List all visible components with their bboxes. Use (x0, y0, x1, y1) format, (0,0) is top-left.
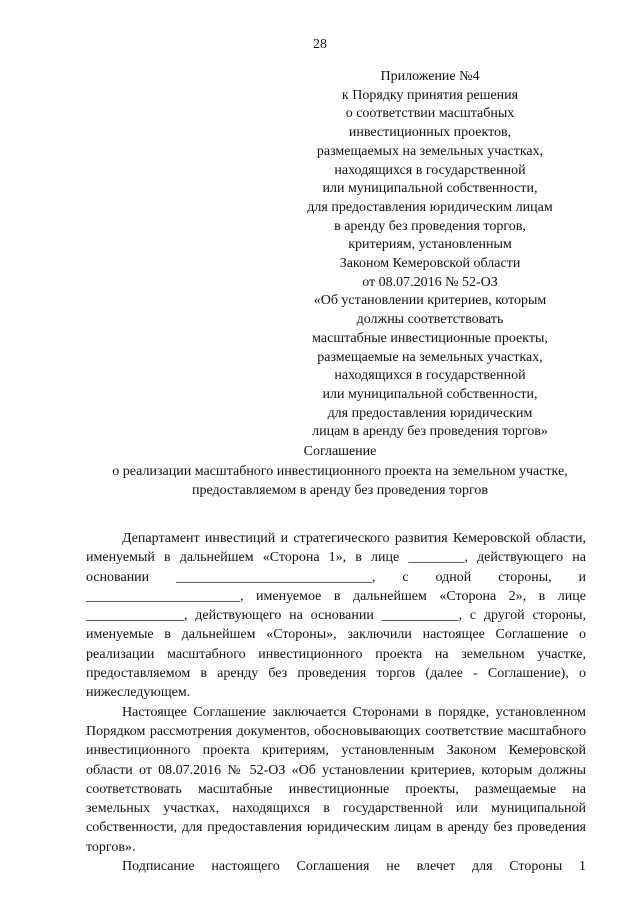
appendix-line: инвестиционных проектов, (348, 125, 512, 141)
body-paragraph: Настоящее Соглашение заключается Сторонами в порядке, установленном Порядком рассмотрения документов, обосновывающих соответствие масштабного инвестиционного проекта критериям, установленным Законом Кемеровской области от 08.07.2016 № 52-ОЗ «Об установлении критериев, которым должны соответствовать масштабные инвестиционные проекты, размещаемые на земельных участках, находящихся в государственной или муниципальной собственности, для предоставления юридическим лицам в аренду без проведения торгов». (86, 704, 586, 855)
agreement-heading (80, 442, 600, 500)
appendix-line: находящихся в государственной (334, 368, 526, 384)
appendix-line: к Порядку принятия решения (341, 87, 519, 103)
agreement-subtitle-line: о реализации масштабного инвестиционного проекта на земельном участке, (112, 464, 568, 479)
appendix-line: или муниципальной собственности, (322, 181, 538, 197)
appendix-line: для предоставления юридическим лицам (307, 199, 553, 215)
appendix-line: должны соответствовать (356, 312, 504, 328)
page-number: 28 (313, 37, 327, 52)
appendix-line: находящихся в государственной (334, 162, 526, 178)
body-paragraph: Подписание настоящего Соглашения не влечет для Стороны 1 (122, 859, 586, 875)
agreement-title: Соглашение (303, 444, 377, 459)
body-paragraph: Департамент инвестиций и стратегического развития Кемеровской области, именуемый в дальнейшем «Сторона 1», в лице ________, действующего на основании ____________________________, с одной стороны, и ______________________, именуемое в дальнейшем «Сторона 2», в лице ______________, действующего на основании ___________, с другой стороны, именуемые в дальнейшем «Стороны», заключили настоящее Соглашение о реализации масштабного инвестиционного проекта на земельном участке, предоставляемом в аренду без проведения торгов (далее - Соглашение), о нижеследующем. (86, 531, 586, 701)
appendix-line: в аренду без проведения торгов, (334, 218, 526, 234)
appendix-line: масштабные инвестиционные проекты, (312, 330, 548, 346)
agreement-subtitle-line: предоставляемом в аренду без проведения торгов (192, 483, 488, 498)
agreement-body (86, 529, 586, 876)
appendix-line: или муниципальной собственности, (322, 386, 538, 402)
appendix-line: размещаемые на земельных участках, (317, 349, 543, 365)
appendix-line: для предоставления юридическим (327, 405, 533, 421)
appendix-line: Приложение №4 (380, 69, 480, 84)
appendix-line: лицам в аренду без проведения торгов» (312, 424, 548, 440)
appendix-line: критериям, установленным (348, 237, 512, 253)
appendix-line: о соответствии масштабных (345, 106, 515, 122)
appendix-line: Законом Кемеровской области (339, 256, 521, 272)
appendix-line: «Об установлении критериев, которым (313, 293, 547, 309)
appendix-line: размещаемых на земельных участках, (316, 143, 544, 159)
appendix-header (300, 68, 560, 442)
appendix-line: от 08.07.2016 № 52-ОЗ (362, 274, 498, 290)
